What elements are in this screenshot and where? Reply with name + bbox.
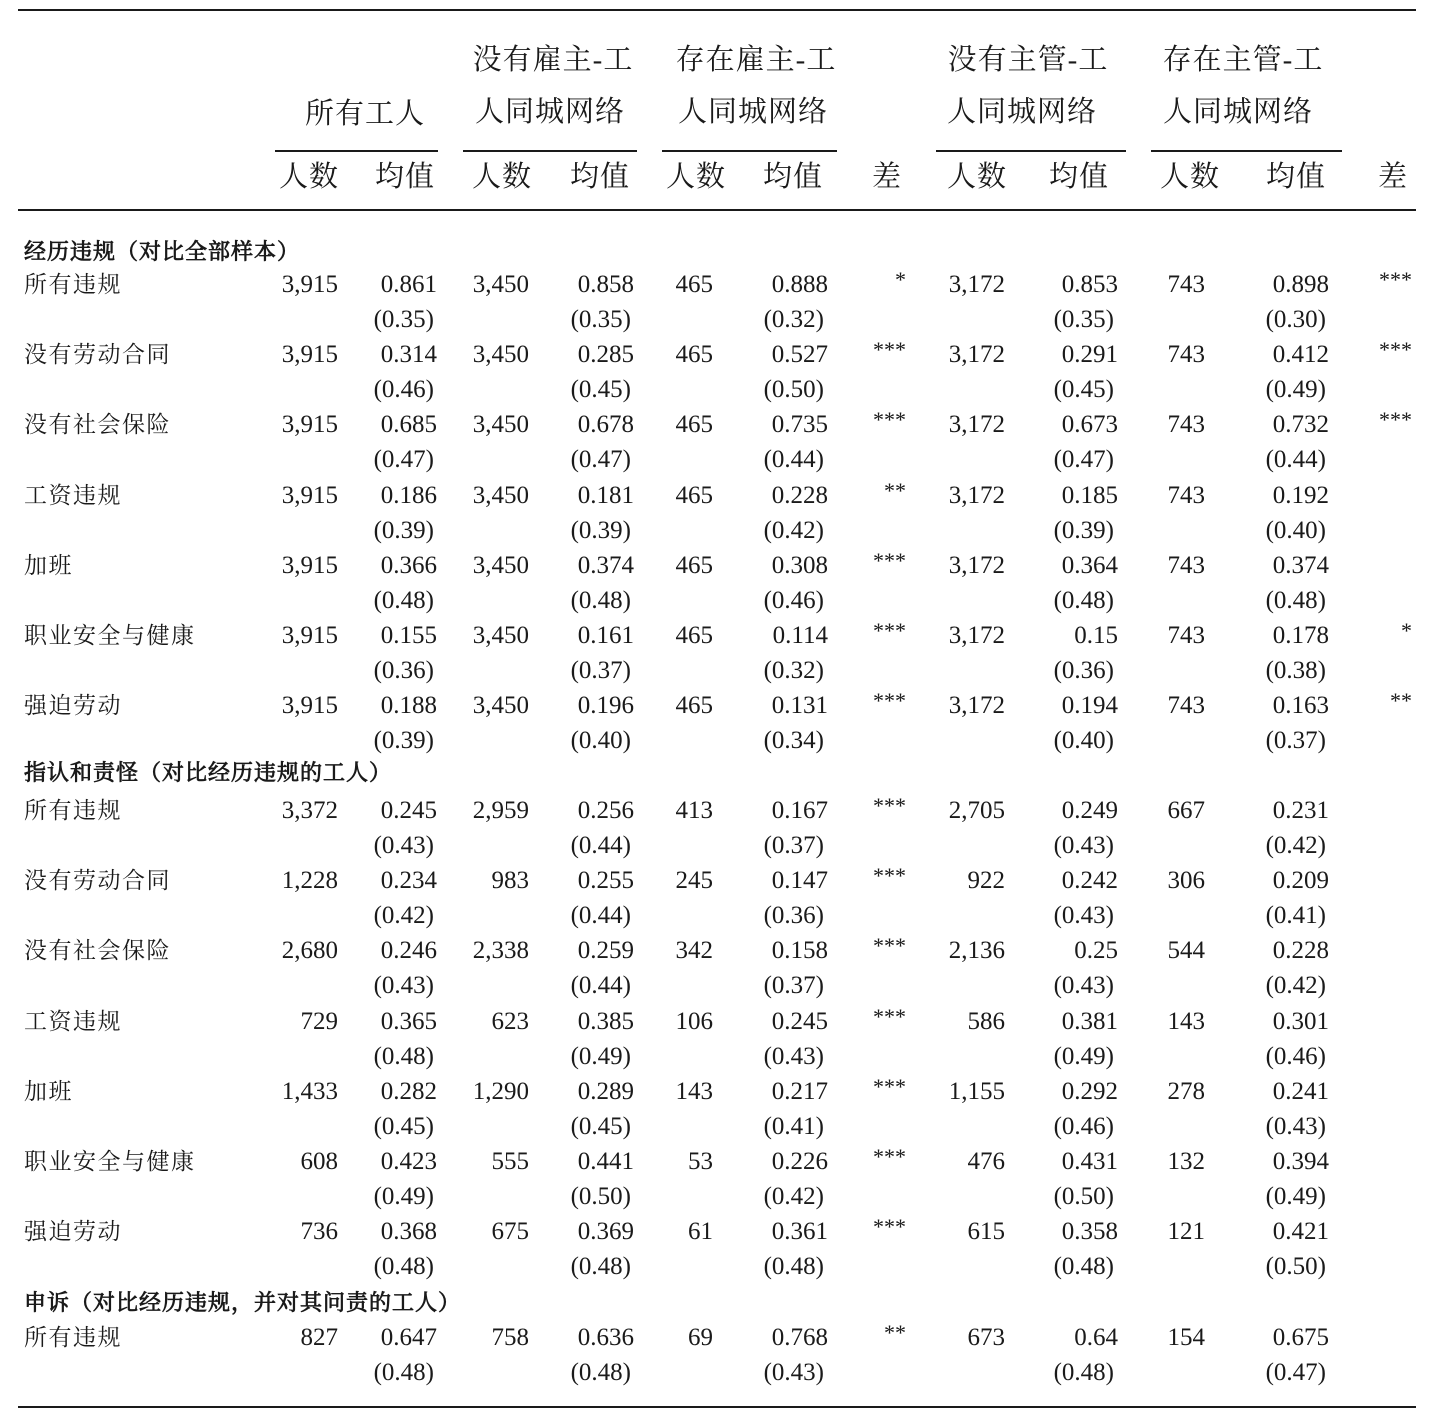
cell-supervisor-sd: (0.42) (1265, 832, 1326, 859)
col-header-no-supervisor-count: 人数 (946, 161, 1008, 193)
col-header-all-count: 人数 (278, 161, 340, 193)
cell-no-employer-mean: 0.196 (577, 692, 634, 720)
cell-no-supervisor-mean: 0.381 (1061, 1007, 1118, 1035)
row-label: 工资违规 (24, 482, 122, 508)
cell-supervisor-sd: (0.49) (1265, 376, 1326, 404)
group-header-employer-line1: 存在雇主-工 (675, 44, 837, 76)
cell-diff1-stars: *** (873, 1003, 906, 1029)
cell-employer-sd: (0.37) (763, 972, 824, 1000)
cell-supervisor-mean: 0.163 (1272, 692, 1329, 720)
cell-supervisor-count: 743 (1167, 622, 1205, 649)
row-label: 没有社会保险 (24, 938, 171, 964)
cell-no-employer-sd: (0.44) (570, 832, 631, 859)
cell-no-employer-sd: (0.44) (570, 972, 631, 1000)
group-header-no-supervisor-line1: 没有主管-工 (947, 44, 1109, 76)
cell-all-mean: 0.188 (380, 692, 437, 720)
cell-no-supervisor-sd: (0.46) (1053, 1112, 1114, 1140)
cell-no-employer-count: 1,290 (472, 1077, 529, 1105)
cell-supervisor-mean: 0.421 (1272, 1218, 1329, 1246)
cell-no-employer-mean: 0.374 (577, 551, 634, 579)
cell-employer-sd: (0.32) (763, 306, 824, 333)
cell-all-count: 3,915 (281, 271, 338, 298)
cell-no-supervisor-sd: (0.45) (1053, 376, 1114, 404)
cell-all-mean: 0.245 (380, 797, 437, 824)
cell-employer-mean: 0.226 (771, 1148, 828, 1175)
row-label: 加班 (24, 1078, 73, 1104)
cell-employer-count: 465 (675, 622, 713, 649)
cell-no-supervisor-count: 3,172 (948, 481, 1005, 509)
cell-supervisor-mean: 0.412 (1272, 341, 1329, 369)
cell-employer-sd: (0.41) (763, 1112, 824, 1140)
cell-all-mean: 0.234 (380, 867, 437, 895)
cell-no-employer-sd: (0.48) (570, 1253, 631, 1281)
cell-diff2-stars: *** (1379, 407, 1412, 433)
cell-all-count: 827 (300, 1324, 338, 1351)
cell-supervisor-count: 143 (1167, 1007, 1205, 1035)
cell-employer-sd: (0.32) (763, 657, 824, 684)
cell-diff1-stars: ** (884, 1320, 906, 1345)
cell-all-count: 3,915 (281, 411, 338, 439)
cell-employer-sd: (0.48) (763, 1253, 824, 1281)
cell-no-employer-count: 3,450 (472, 411, 529, 439)
cell-supervisor-mean: 0.231 (1272, 797, 1329, 824)
cell-no-supervisor-mean: 0.185 (1061, 481, 1118, 509)
cell-diff1-stars: *** (873, 793, 906, 818)
cell-employer-mean: 0.228 (771, 481, 828, 509)
cell-employer-mean: 0.361 (771, 1218, 828, 1246)
cell-no-supervisor-count: 3,172 (948, 411, 1005, 439)
cell-supervisor-sd: (0.44) (1265, 446, 1326, 474)
cell-all-count: 2,680 (281, 937, 338, 965)
cell-no-supervisor-mean: 0.431 (1061, 1148, 1118, 1175)
cell-diff2-stars: * (1401, 618, 1412, 643)
bottom-rule (18, 1406, 1416, 1408)
cell-supervisor-mean: 0.228 (1272, 937, 1329, 965)
cell-all-count: 608 (300, 1148, 338, 1175)
cell-no-employer-sd: (0.37) (570, 657, 631, 684)
cell-no-employer-mean: 0.256 (577, 797, 634, 824)
cell-diff1-stars: *** (873, 407, 906, 433)
cell-no-supervisor-count: 2,136 (948, 937, 1005, 965)
cell-no-employer-mean: 0.858 (577, 271, 634, 298)
cell-employer-sd: (0.50) (763, 376, 824, 404)
section-title: 申诉（对比经历违规，并对其问责的工人） (24, 1290, 462, 1315)
cell-all-sd: (0.43) (373, 972, 434, 1000)
cell-all-sd: (0.36) (373, 657, 434, 684)
cell-all-count: 3,372 (281, 797, 338, 824)
cell-no-employer-mean: 0.636 (577, 1324, 634, 1351)
cell-no-supervisor-mean: 0.15 (1074, 622, 1118, 649)
cell-employer-mean: 0.768 (771, 1324, 828, 1351)
cell-employer-count: 465 (675, 481, 713, 509)
cell-no-supervisor-count: 2,705 (948, 797, 1005, 824)
cell-no-employer-mean: 0.289 (577, 1077, 634, 1105)
cell-supervisor-count: 121 (1167, 1218, 1205, 1246)
cell-all-sd: (0.48) (373, 1042, 434, 1070)
cell-no-employer-count: 555 (491, 1148, 529, 1175)
col-header-diff1: 差 (871, 161, 903, 193)
cell-diff1-stars: ** (884, 477, 906, 503)
cell-no-supervisor-mean: 0.249 (1061, 797, 1118, 824)
cell-no-supervisor-mean: 0.25 (1074, 937, 1118, 965)
cell-all-count: 3,915 (281, 341, 338, 369)
cell-no-employer-sd: (0.35) (570, 306, 631, 333)
cell-employer-sd: (0.44) (763, 446, 824, 474)
cell-employer-mean: 0.888 (771, 271, 828, 298)
cell-employer-count: 465 (675, 551, 713, 579)
cell-no-employer-mean: 0.259 (577, 937, 634, 965)
cell-employer-count: 465 (675, 271, 713, 298)
top-rule (18, 9, 1416, 11)
cell-supervisor-count: 743 (1167, 692, 1205, 720)
group-rule-all (275, 150, 438, 152)
cell-employer-sd: (0.37) (763, 832, 824, 859)
cell-no-supervisor-count: 922 (967, 867, 1005, 895)
cell-supervisor-sd: (0.37) (1265, 727, 1326, 755)
cell-no-employer-mean: 0.441 (577, 1148, 634, 1175)
cell-supervisor-sd: (0.49) (1265, 1183, 1326, 1210)
section-title: 指认和责怪（对比经历违规的工人） (24, 760, 393, 785)
cell-diff1-stars: *** (873, 1073, 906, 1099)
cell-diff1-stars: *** (873, 688, 906, 714)
cell-no-employer-sd: (0.49) (570, 1042, 631, 1070)
cell-employer-sd: (0.34) (763, 727, 824, 755)
cell-no-employer-sd: (0.45) (570, 376, 631, 404)
col-header-no-employer-count: 人数 (471, 161, 533, 193)
cell-employer-count: 342 (675, 937, 713, 965)
cell-diff1-stars: *** (873, 618, 906, 643)
row-label: 没有社会保险 (24, 412, 171, 438)
row-label: 强迫劳动 (24, 1219, 122, 1245)
cell-all-mean: 0.647 (380, 1324, 437, 1351)
cell-supervisor-sd: (0.38) (1265, 657, 1326, 684)
cell-no-supervisor-mean: 0.292 (1061, 1077, 1118, 1105)
cell-employer-sd: (0.42) (763, 516, 824, 544)
cell-no-supervisor-mean: 0.364 (1061, 551, 1118, 579)
cell-all-count: 1,433 (281, 1077, 338, 1105)
cell-employer-mean: 0.308 (771, 551, 828, 579)
cell-all-sd: (0.48) (373, 586, 434, 614)
cell-employer-count: 61 (688, 1218, 713, 1246)
cell-all-mean: 0.423 (380, 1148, 437, 1175)
cell-diff1-stars: *** (873, 1144, 906, 1169)
col-header-employer-count: 人数 (665, 161, 727, 193)
cell-no-employer-count: 623 (491, 1007, 529, 1035)
group-header-no-employer-line2: 人同城网络 (474, 96, 626, 128)
cell-supervisor-mean: 0.241 (1272, 1077, 1329, 1105)
cell-employer-sd: (0.46) (763, 586, 824, 614)
cell-all-mean: 0.365 (380, 1007, 437, 1035)
cell-all-count: 3,915 (281, 551, 338, 579)
cell-diff1-stars: *** (873, 863, 906, 889)
cell-no-supervisor-count: 3,172 (948, 271, 1005, 298)
cell-all-count: 729 (300, 1007, 338, 1035)
row-label: 加班 (24, 552, 73, 578)
cell-supervisor-sd: (0.30) (1265, 306, 1326, 333)
cell-no-supervisor-count: 1,155 (948, 1077, 1005, 1105)
row-label: 没有劳动合同 (24, 868, 171, 894)
cell-supervisor-sd: (0.43) (1265, 1112, 1326, 1140)
cell-no-employer-count: 983 (491, 867, 529, 895)
cell-supervisor-count: 743 (1167, 481, 1205, 509)
cell-diff1-stars: *** (873, 933, 906, 959)
group-rule-employer (662, 150, 837, 152)
cell-no-supervisor-sd: (0.48) (1053, 1253, 1114, 1281)
cell-no-employer-sd: (0.47) (570, 446, 631, 474)
col-header-supervisor-count: 人数 (1159, 161, 1221, 193)
cell-all-mean: 0.685 (380, 411, 437, 439)
cell-supervisor-count: 306 (1167, 867, 1205, 895)
cell-all-sd: (0.42) (373, 902, 434, 930)
cell-supervisor-mean: 0.374 (1272, 551, 1329, 579)
cell-supervisor-mean: 0.209 (1272, 867, 1329, 895)
cell-no-employer-count: 2,959 (472, 797, 529, 824)
col-header-no-employer-mean: 均值 (569, 161, 631, 193)
cell-no-supervisor-sd: (0.48) (1053, 586, 1114, 614)
cell-employer-count: 413 (675, 797, 713, 824)
cell-all-count: 3,915 (281, 622, 338, 649)
cell-supervisor-count: 278 (1167, 1077, 1205, 1105)
cell-employer-mean: 0.167 (771, 797, 828, 824)
cell-employer-mean: 0.527 (771, 341, 828, 369)
cell-supervisor-count: 667 (1167, 797, 1205, 824)
cell-no-supervisor-mean: 0.242 (1061, 867, 1118, 895)
cell-supervisor-sd: (0.42) (1265, 972, 1326, 1000)
cell-no-employer-count: 675 (491, 1218, 529, 1246)
cell-supervisor-sd: (0.47) (1265, 1359, 1326, 1386)
cell-diff2-stars: ** (1390, 688, 1412, 714)
group-header-supervisor-line2: 人同城网络 (1162, 96, 1314, 128)
cell-all-mean: 0.368 (380, 1218, 437, 1246)
cell-no-supervisor-mean: 0.64 (1074, 1324, 1118, 1351)
group-rule-no-employer (463, 150, 637, 152)
cell-no-employer-sd: (0.50) (570, 1183, 631, 1210)
cell-all-mean: 0.861 (380, 271, 437, 298)
cell-all-sd: (0.35) (373, 306, 434, 333)
cell-no-employer-count: 3,450 (472, 692, 529, 720)
cell-no-supervisor-mean: 0.853 (1061, 271, 1118, 298)
header-bottom-rule (18, 209, 1416, 211)
cell-no-employer-count: 3,450 (472, 341, 529, 369)
group-header-supervisor-line1: 存在主管-工 (1162, 44, 1324, 76)
cell-diff1-stars: *** (873, 547, 906, 573)
cell-supervisor-sd: (0.40) (1265, 516, 1326, 544)
cell-no-employer-sd: (0.48) (570, 1359, 631, 1386)
cell-supervisor-mean: 0.301 (1272, 1007, 1329, 1035)
cell-no-employer-sd: (0.44) (570, 902, 631, 930)
cell-all-mean: 0.314 (380, 341, 437, 369)
cell-all-sd: (0.48) (373, 1359, 434, 1386)
col-header-all-mean: 均值 (374, 161, 436, 193)
row-label: 工资违规 (24, 1008, 122, 1034)
col-header-employer-mean: 均值 (762, 161, 824, 193)
row-label: 强迫劳动 (24, 693, 122, 719)
group-header-employer-line2: 人同城网络 (677, 96, 829, 128)
cell-no-supervisor-sd: (0.43) (1053, 972, 1114, 1000)
group-rule-supervisor (1151, 150, 1342, 152)
cell-employer-count: 53 (688, 1148, 713, 1175)
cell-employer-count: 465 (675, 411, 713, 439)
cell-no-supervisor-mean: 0.194 (1061, 692, 1118, 720)
cell-no-employer-count: 3,450 (472, 481, 529, 509)
cell-all-sd: (0.48) (373, 1253, 434, 1281)
row-label: 所有违规 (24, 798, 122, 823)
cell-diff2-stars: *** (1379, 267, 1412, 292)
row-label: 职业安全与健康 (24, 623, 196, 648)
cell-supervisor-count: 743 (1167, 341, 1205, 369)
cell-supervisor-mean: 0.178 (1272, 622, 1329, 649)
cell-no-supervisor-count: 586 (967, 1007, 1005, 1035)
cell-no-employer-mean: 0.385 (577, 1007, 634, 1035)
cell-employer-mean: 0.114 (772, 622, 828, 649)
cell-diff1-stars: * (895, 267, 906, 292)
cell-no-supervisor-sd: (0.43) (1053, 832, 1114, 859)
cell-employer-count: 465 (675, 692, 713, 720)
row-label: 所有违规 (24, 1325, 122, 1350)
cell-supervisor-mean: 0.192 (1272, 481, 1329, 509)
cell-employer-mean: 0.158 (771, 937, 828, 965)
cell-all-count: 3,915 (281, 481, 338, 509)
cell-supervisor-count: 544 (1167, 937, 1205, 965)
cell-no-supervisor-sd: (0.43) (1053, 902, 1114, 930)
cell-no-employer-mean: 0.255 (577, 867, 634, 895)
cell-no-supervisor-sd: (0.48) (1053, 1359, 1114, 1386)
cell-employer-sd: (0.36) (763, 902, 824, 930)
cell-employer-sd: (0.43) (763, 1359, 824, 1386)
group-header-no-supervisor-line2: 人同城网络 (946, 96, 1098, 128)
cell-all-sd: (0.46) (373, 376, 434, 404)
cell-no-employer-mean: 0.161 (577, 622, 634, 649)
cell-all-mean: 0.282 (380, 1077, 437, 1105)
cell-supervisor-mean: 0.394 (1272, 1148, 1329, 1175)
cell-supervisor-count: 743 (1167, 271, 1205, 298)
cell-employer-mean: 0.147 (771, 867, 828, 895)
cell-no-supervisor-mean: 0.291 (1061, 341, 1118, 369)
cell-all-sd: (0.49) (373, 1183, 434, 1210)
cell-no-employer-count: 2,338 (472, 937, 529, 965)
row-label: 所有违规 (24, 272, 122, 297)
cell-all-sd: (0.47) (373, 446, 434, 474)
cell-no-employer-count: 3,450 (472, 622, 529, 649)
cell-no-supervisor-count: 3,172 (948, 622, 1005, 649)
cell-all-sd: (0.45) (373, 1112, 434, 1140)
cell-supervisor-mean: 0.675 (1272, 1324, 1329, 1351)
cell-no-employer-count: 3,450 (472, 551, 529, 579)
cell-employer-mean: 0.735 (771, 411, 828, 439)
cell-employer-mean: 0.131 (771, 692, 828, 720)
cell-supervisor-sd: (0.46) (1265, 1042, 1326, 1070)
cell-all-mean: 0.366 (380, 551, 437, 579)
cell-no-employer-mean: 0.285 (577, 341, 634, 369)
cell-no-supervisor-mean: 0.358 (1061, 1218, 1118, 1246)
cell-employer-mean: 0.245 (771, 1007, 828, 1035)
cell-no-supervisor-count: 476 (967, 1148, 1005, 1175)
cell-all-count: 1,228 (281, 867, 338, 895)
cell-no-supervisor-mean: 0.673 (1061, 411, 1118, 439)
cell-employer-count: 245 (675, 867, 713, 895)
cell-employer-count: 69 (688, 1324, 713, 1351)
cell-all-mean: 0.246 (380, 937, 437, 965)
cell-no-supervisor-count: 673 (967, 1324, 1005, 1351)
group-rule-no-supervisor (936, 150, 1126, 152)
cell-supervisor-sd: (0.41) (1265, 902, 1326, 930)
cell-no-supervisor-count: 3,172 (948, 341, 1005, 369)
cell-no-supervisor-sd: (0.39) (1053, 516, 1114, 544)
cell-diff1-stars: *** (873, 1214, 906, 1240)
row-label: 职业安全与健康 (24, 1149, 196, 1174)
cell-employer-count: 106 (675, 1007, 713, 1035)
col-header-supervisor-mean: 均值 (1265, 161, 1327, 193)
cell-no-supervisor-sd: (0.36) (1053, 657, 1114, 684)
cell-all-count: 736 (300, 1218, 338, 1246)
cell-supervisor-sd: (0.50) (1265, 1253, 1326, 1281)
cell-employer-count: 143 (675, 1077, 713, 1105)
cell-all-mean: 0.186 (380, 481, 437, 509)
cell-no-supervisor-sd: (0.35) (1053, 306, 1114, 333)
cell-no-employer-count: 758 (491, 1324, 529, 1351)
cell-no-supervisor-count: 615 (967, 1218, 1005, 1246)
cell-no-employer-mean: 0.181 (577, 481, 634, 509)
cell-employer-sd: (0.43) (763, 1042, 824, 1070)
cell-no-supervisor-sd: (0.49) (1053, 1042, 1114, 1070)
cell-employer-count: 465 (675, 341, 713, 369)
cell-no-employer-sd: (0.40) (570, 727, 631, 755)
cell-supervisor-count: 743 (1167, 411, 1205, 439)
cell-supervisor-mean: 0.732 (1272, 411, 1329, 439)
cell-all-sd: (0.43) (373, 832, 434, 859)
cell-no-employer-sd: (0.45) (570, 1112, 631, 1140)
group-header-all-line2: 所有工人 (304, 98, 426, 130)
cell-all-sd: (0.39) (373, 727, 434, 755)
cell-supervisor-mean: 0.898 (1272, 271, 1329, 298)
cell-supervisor-count: 154 (1167, 1324, 1205, 1351)
cell-all-count: 3,915 (281, 692, 338, 720)
cell-supervisor-count: 132 (1167, 1148, 1205, 1175)
cell-supervisor-sd: (0.48) (1265, 586, 1326, 614)
cell-diff1-stars: *** (873, 337, 906, 363)
cell-no-employer-sd: (0.39) (570, 516, 631, 544)
cell-employer-sd: (0.42) (763, 1183, 824, 1210)
cell-no-supervisor-sd: (0.47) (1053, 446, 1114, 474)
col-header-diff2: 差 (1377, 161, 1409, 193)
cell-diff2-stars: *** (1379, 337, 1412, 363)
cell-no-supervisor-sd: (0.50) (1053, 1183, 1114, 1210)
cell-all-mean: 0.155 (380, 622, 437, 649)
row-label: 没有劳动合同 (24, 342, 171, 368)
cell-no-supervisor-count: 3,172 (948, 692, 1005, 720)
cell-no-employer-count: 3,450 (472, 271, 529, 298)
cell-no-supervisor-sd: (0.40) (1053, 727, 1114, 755)
cell-no-supervisor-count: 3,172 (948, 551, 1005, 579)
cell-supervisor-count: 743 (1167, 551, 1205, 579)
cell-no-employer-mean: 0.678 (577, 411, 634, 439)
section-title: 经历违规（对比全部样本） (24, 239, 301, 264)
cell-no-employer-sd: (0.48) (570, 586, 631, 614)
col-header-no-supervisor-mean: 均值 (1048, 161, 1110, 193)
cell-employer-mean: 0.217 (771, 1077, 828, 1105)
cell-no-employer-mean: 0.369 (577, 1218, 634, 1246)
cell-all-sd: (0.39) (373, 516, 434, 544)
group-header-no-employer-line1: 没有雇主-工 (472, 44, 634, 76)
